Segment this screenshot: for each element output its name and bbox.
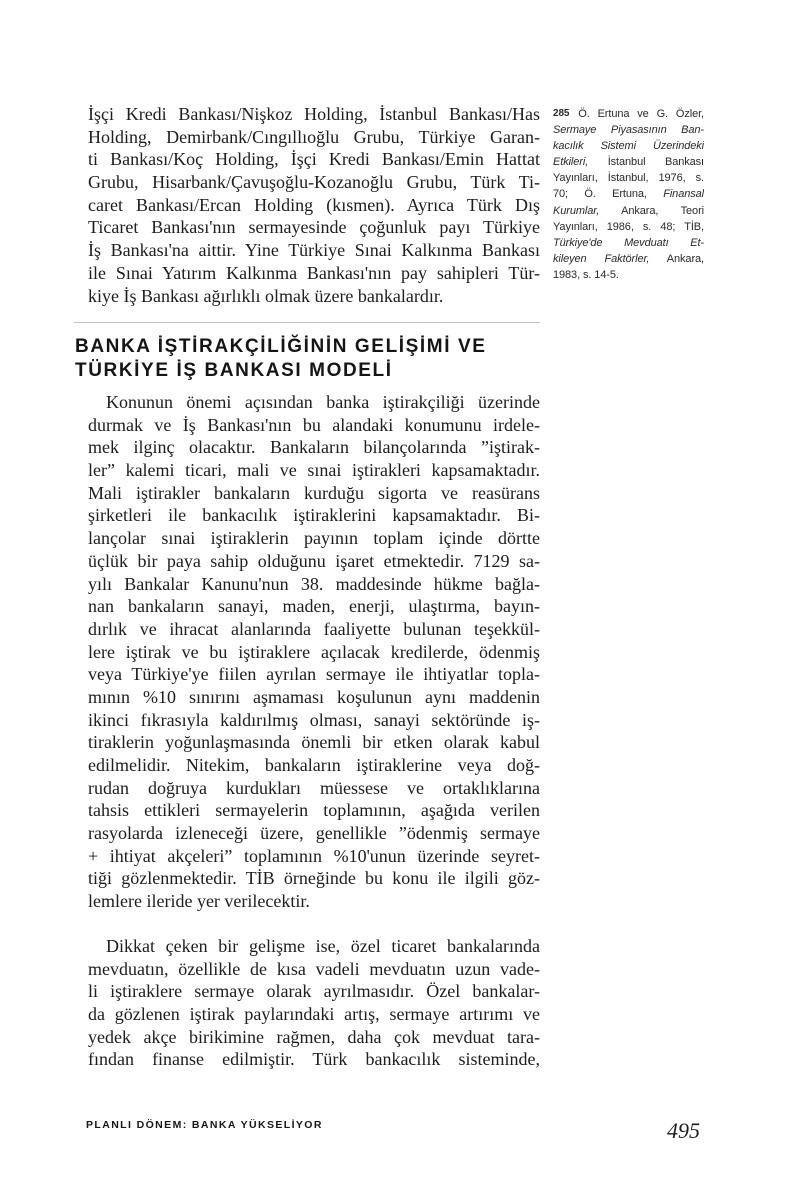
text-line xyxy=(553,251,704,267)
text-segment: İstanbul Bankası xyxy=(588,156,704,169)
text-line: Ticaret Bankası'nın sermayesinde çoğunluk payı Türkiye xyxy=(88,217,540,238)
text-line: yılı Bankalar Kanunu'nun 38. maddesinde hükme bağla- xyxy=(88,573,540,594)
text-line: İş Bankası'na aittir. Yine Türkiye Sınai Kalkınma Bankası xyxy=(88,240,540,261)
text-line: ti Bankası/Koç Holding, İşçi Kredi Bankası/Emin Hattat xyxy=(88,149,540,170)
text-line xyxy=(553,235,704,251)
paragraph-bank-holding-groups xyxy=(88,103,540,307)
text-line: da gözlenen iştirak paylarındaki artış, sermaye artırımı ve xyxy=(88,1004,540,1025)
text-line: lemlere ileride yer verilecektir. xyxy=(88,891,310,912)
text-line: üçlük bir paya sahip olduğunu işaret etmektedir. 7129 sa- xyxy=(88,550,540,571)
text-line: tiraklerin yoğunlaşmasında önemli bir etken olarak kabul xyxy=(88,732,540,753)
text-line: İşçi Kredi Bankası/Nişkoz Holding, İstanbul Bankası/Has xyxy=(88,104,540,124)
text-line: rasyolarda izleneceği üzere, genellikle ”ödenmiş sermaye xyxy=(88,823,540,844)
text-line: fından finanse edilmiştir. Türk bankacılık sisteminde, xyxy=(88,1049,540,1070)
text-line: rudan doğruya kurdukları müessese ve ortaklıklarına xyxy=(88,777,540,798)
text-line xyxy=(553,122,704,138)
text-segment: Yayınları, İstanbul, 1976, s. xyxy=(553,172,704,185)
text-segment: Ankara, Teori xyxy=(599,204,704,217)
text-segment: Türkiye'de Mevduatı Et- xyxy=(553,236,704,249)
text-line xyxy=(553,267,704,283)
text-line: ile Sınai Yatırım Kalkınma Bankası'nın pay sahipleri Tür- xyxy=(88,262,540,283)
text-segment: kileyen Faktörler, xyxy=(553,252,650,265)
text-line: veya Türkiye'ye fiilen ayrılan sermaye ile ihtiyatlar topla- xyxy=(88,664,540,685)
text-line xyxy=(553,186,704,202)
text-line: yedek akçe birikimine rağmen, daha çok mevduat tara- xyxy=(88,1026,540,1047)
text-segment: Ankara, xyxy=(649,252,704,265)
text-line xyxy=(553,154,704,170)
text-line: mek ilginç olacaktır. Bankaların bilançolarında ”iştirak- xyxy=(88,437,540,458)
text-line: Konunun önemi açısından banka iştirakçiliği üzerinde xyxy=(106,392,540,412)
text-line: Dikkat çeken bir gelişme ise, özel ticaret bankalarında xyxy=(106,936,540,956)
section-heading-line-1: BANKA İŞTİRAKÇİLİĞİNİN GELİŞİMİ VE xyxy=(75,336,487,357)
text-segment: 1983, s. 14-5. xyxy=(553,268,619,281)
text-line: edilmelidir. Nitekim, bankaların iştiraklerine veya doğ- xyxy=(88,755,540,775)
text-line xyxy=(553,219,704,235)
text-line: mevduatın, özellikle de kısa vadeli mevduatın uzun vade- xyxy=(88,958,540,979)
section-heading-line-2: TÜRKİYE İŞ BANKASI MODELİ xyxy=(75,359,393,381)
text-line xyxy=(553,203,704,219)
text-line: tahsis ettikleri sermayelerin toplamının, aşağıda verilen xyxy=(88,800,540,821)
page-number: 495 xyxy=(667,1118,700,1143)
text-line: ler” kalemi ticari, mali ve sınai iştirakleri kapsamaktadır. xyxy=(88,460,540,481)
text-segment: Ö. Ertuna ve G. Özler, xyxy=(570,108,704,120)
text-line xyxy=(553,138,704,154)
text-line: li iştiraklere sermaye olarak ayrılmasıdır. Özel bankalar- xyxy=(88,981,540,1002)
text-line: caret Bankası/Ercan Holding (kısmen). Ayrıca Türk Dış xyxy=(88,194,540,215)
text-line: lere iştirak ve bu iştiraklere açılacak kredilerde, ödenmiş xyxy=(88,641,540,662)
text-line: Mali iştirakler bankaların kurduğu sigorta ve reasürans xyxy=(88,482,540,503)
text-segment: Kurumlar, xyxy=(553,204,600,217)
running-footer: PLANLI DÖNEM: BANKA YÜKSELİYOR xyxy=(86,1119,323,1131)
margin-footnote-285 xyxy=(553,106,704,283)
text-line: şirketleri ile bankacılık iştiraklerini kapsamaktadır. Bi- xyxy=(88,505,540,526)
text-line: durmak ve İş Bankası'nın bu alandaki konumunu irdele- xyxy=(88,414,540,435)
text-segment: Sermaye Piyasasının Ban- xyxy=(553,124,704,137)
text-segment: Etkileri, xyxy=(553,156,589,169)
text-line: mının %10 sınırını aşmaması koşulunun aynı maddenin xyxy=(88,686,540,707)
text-line: kiye İş Bankası ağırlıklı olmak üzere bankalardır. xyxy=(88,285,444,306)
text-segment: 70; Ö. Ertuna, xyxy=(553,188,664,201)
footnote-number: 285 xyxy=(553,108,570,119)
text-line xyxy=(553,106,704,122)
text-line: tiği gözlenmektedir. TİB örneğinde bu konu ile ilgili göz- xyxy=(88,868,540,889)
text-line: Holding, Demirbank/Cıngıllıoğlu Grubu, Türkiye Garan- xyxy=(88,126,540,147)
text-line: dırlık ve ihracat alanlarında faaliyette bulunan teşekkül- xyxy=(88,618,540,639)
text-line xyxy=(553,170,704,186)
text-line: nan bankaların sanayi, maden, enerji, ulaştırma, bayın- xyxy=(88,596,540,617)
text-segment: Finansal xyxy=(663,188,704,201)
paragraph-istirak-gelisimi xyxy=(88,391,540,913)
text-line: lançolar sınai iştiraklerin payının toplam içinde dörtte xyxy=(88,528,540,549)
text-segment: Yayınları, 1986, s. 48; TİB, xyxy=(553,220,704,233)
section-divider xyxy=(74,322,540,323)
text-line: ikinci fıkrasıyla kaldırılmış olması, sanayi sektöründe iş- xyxy=(88,709,540,730)
text-segment: kacılık Sistemi Üzerindeki xyxy=(553,140,704,153)
paragraph-mevduat-istirak xyxy=(88,935,540,1071)
text-line: Grubu, Hisarbank/Çavuşoğlu-Kozanoğlu Grubu, Türk Ti- xyxy=(88,172,540,193)
text-line: + ihtiyat akçeleri” toplamının %10'unun üzerinde seyret- xyxy=(88,845,540,866)
section-heading xyxy=(75,335,555,382)
